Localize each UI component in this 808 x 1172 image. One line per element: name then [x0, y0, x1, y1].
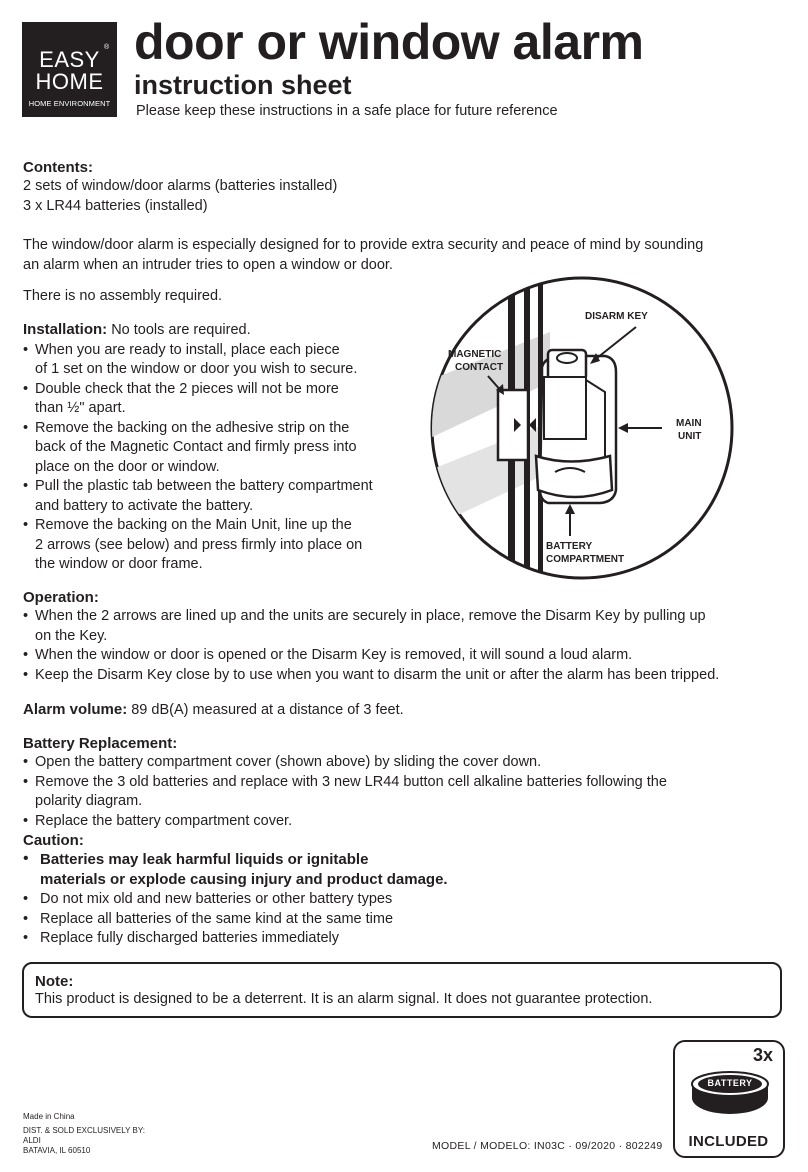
distributor-line: ALDI: [23, 1136, 41, 1145]
label-unit: UNIT: [678, 431, 702, 442]
distributor-info: [23, 1126, 145, 1156]
list-item-line: • Open the battery compartment cover (shown above) by sliding the cover down.: [35, 754, 542, 770]
list-item-line: • When you are ready to install, place each piece: [35, 341, 340, 358]
logo-registered-mark: ®: [104, 44, 110, 51]
label-contact: CONTACT: [455, 362, 504, 373]
caution-warning-line: • Batteries may leak harmful liquids or ignitable: [40, 851, 369, 868]
magnetic-contact: [498, 390, 528, 460]
included-label: INCLUDED: [688, 1133, 769, 1150]
battery-replacement-section: [23, 734, 793, 831]
list-item-line: • Remove the backing on the Main Unit, line up the: [35, 517, 352, 533]
list-item: • Replace all batteries of the same kind at the same time: [23, 910, 683, 930]
alarm-volume-label: Alarm volume:: [23, 701, 128, 718]
battery-replacement-heading: Battery Replacement:: [23, 735, 178, 752]
battery-count: 3x: [752, 1045, 773, 1065]
list-item-line: • Pull the plastic tab between the battery compartment: [35, 478, 373, 494]
contents-section: [23, 158, 337, 216]
caution-section: [23, 831, 683, 949]
list-item: [23, 812, 793, 832]
label-main: MAIN: [676, 418, 702, 429]
brand-logo: [22, 22, 117, 117]
list-item: • Do not mix old and new batteries or other battery types: [23, 890, 683, 910]
list-item-line: • Double check that the 2 pieces will not be more: [35, 380, 339, 397]
list-item-line: on the Key.: [35, 627, 108, 644]
list-item: [23, 477, 413, 516]
list-item: [23, 380, 413, 419]
logo-line-home-environment: HOME ENVIRONMENT: [28, 99, 111, 108]
list-item: [23, 419, 413, 478]
list-item-line: the window or door frame.: [35, 556, 203, 572]
alarm-diagram: [400, 272, 800, 590]
installation-lead: No tools are required.: [107, 322, 251, 338]
note-text: This product is designed to be a deterrent. It is an alarm signal. It does not guarantee protection.: [35, 991, 653, 1007]
list-item: [23, 666, 793, 686]
label-compartment: COMPARTMENT: [546, 554, 625, 565]
list-item-line: • Remove the backing on the adhesive strip on the: [35, 419, 350, 436]
page-tagline: Please keep these instructions in a safe place for future reference: [136, 103, 558, 119]
label-magnetic: MAGNETIC: [448, 349, 502, 360]
battery-icon-label: BATTERY: [707, 1078, 753, 1088]
battery-compartment: [536, 456, 612, 497]
contents-line: 2 sets of window/door alarms (batteries installed): [23, 178, 338, 194]
operation-section: [23, 588, 793, 685]
distributor-line: BATAVIA, IL 60510: [23, 1146, 91, 1155]
list-item-line: than ½" apart.: [35, 400, 126, 416]
installation-heading: Installation:: [23, 321, 108, 338]
note-box: [22, 962, 782, 1018]
main-unit-front: [544, 377, 586, 439]
list-item-line: • Keep the Disarm Key close by to use when you want to disarm the unit or after the alarm has been tripped.: [35, 666, 720, 683]
list-item-line: of 1 set on the window or door you wish to secure.: [35, 361, 358, 377]
list-item-line: • Remove the 3 old batteries and replace with 3 new LR44 button cell alkaline batteries following the: [35, 773, 667, 790]
intro-line: The window/door alarm is especially designed for to provide extra security and peace of mind by sounding: [23, 237, 704, 253]
list-item: [23, 850, 683, 890]
intro-line: an alarm when an intruder tries to open a window or door.: [23, 256, 393, 273]
list-item-line: place on the door or window.: [35, 458, 220, 475]
logo-line-home: HOME: [35, 69, 104, 94]
contents-heading: Contents:: [23, 159, 93, 176]
list-item: [23, 646, 793, 666]
model-info: MODEL / MODELO: IN03C · 09/2020 · 802249: [432, 1140, 663, 1152]
list-item: [23, 753, 793, 773]
list-item-line: • When the window or door is opened or the Disarm Key is removed, it will sound a loud alarm.: [35, 647, 633, 663]
alarm-volume: [23, 700, 404, 721]
list-item: [23, 607, 793, 646]
list-item: • Replace fully discharged batteries immediately: [23, 929, 683, 949]
alarm-volume-value: 89 dB(A) measured at a distance of 3 feet.: [127, 702, 404, 718]
battery-included-badge: [673, 1040, 785, 1158]
caution-heading: Caution:: [23, 832, 84, 849]
disarm-key-slot: [557, 353, 577, 363]
list-item-line: 2 arrows (see below) and press firmly into place on: [35, 536, 363, 553]
list-item: [23, 773, 793, 812]
list-item: [23, 341, 413, 380]
distributor-line: DIST. & SOLD EXCLUSIVELY BY:: [23, 1126, 145, 1135]
list-item-line: back of the Magnetic Contact and firmly press into: [35, 439, 357, 455]
logo-line-easy: EASY: [39, 47, 100, 72]
list-item-line: polarity diagram.: [35, 793, 143, 809]
page-subtitle: instruction sheet: [134, 70, 352, 100]
list-item-line: • When the 2 arrows are lined up and the units are securely in place, remove the Disarm Key by pulling up: [35, 608, 706, 624]
operation-heading: Operation:: [23, 589, 99, 606]
page-title: door or window alarm: [134, 14, 644, 70]
installation-section: [23, 320, 413, 575]
label-disarm-key: DISARM KEY: [585, 311, 648, 322]
made-in-label: Made in China: [23, 1112, 75, 1121]
list-item-line: and battery to activate the battery.: [35, 497, 254, 514]
list-item: [23, 516, 413, 575]
intro-section: [23, 236, 703, 275]
assembly-note: There is no assembly required.: [23, 288, 223, 304]
note-heading: Note:: [35, 973, 74, 990]
caution-warning-line: materials or explode causing injury and product damage.: [40, 871, 448, 888]
contents-line: 3 x LR44 batteries (installed): [23, 197, 208, 214]
list-item-line: • Replace the battery compartment cover.: [35, 812, 293, 829]
label-battery: BATTERY: [546, 541, 593, 552]
